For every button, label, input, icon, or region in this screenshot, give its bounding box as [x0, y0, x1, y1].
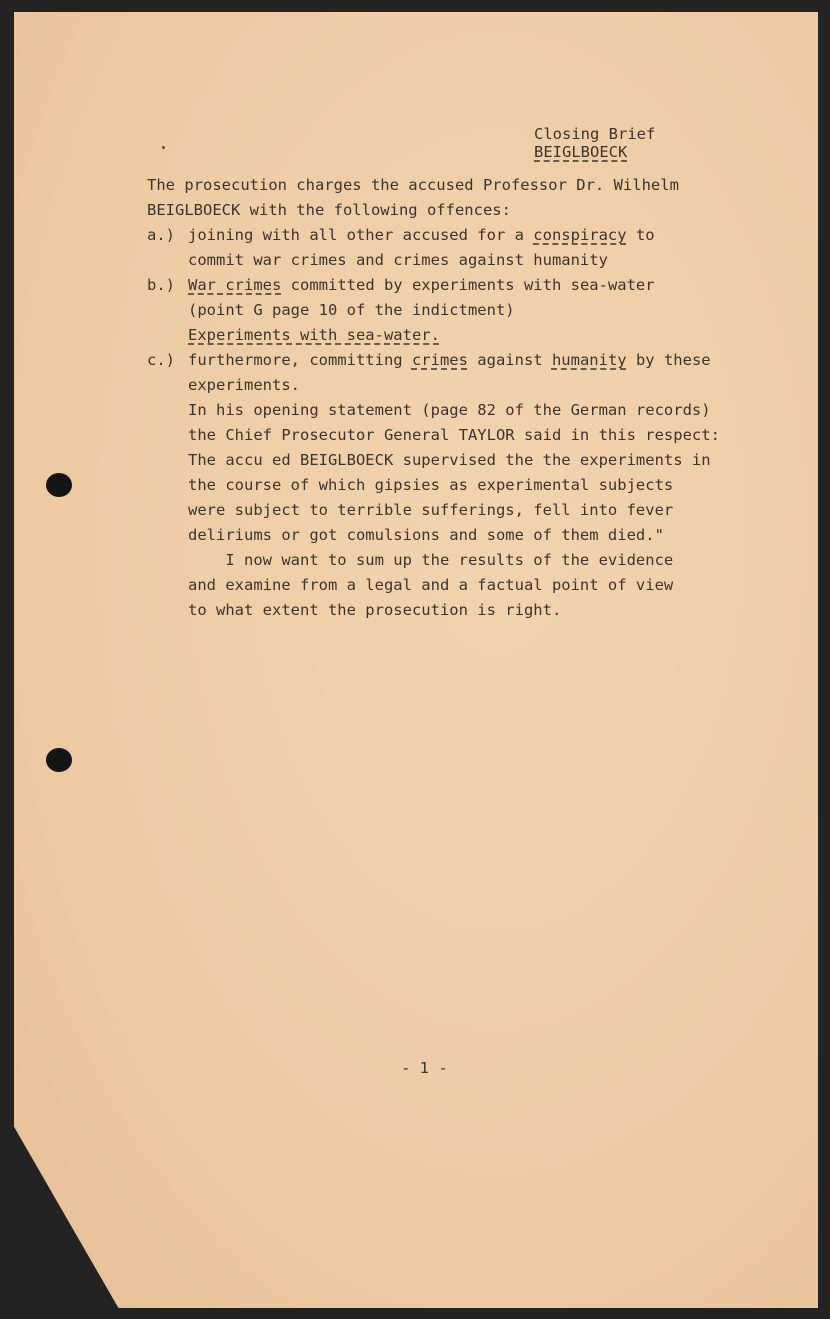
punch-hole-top	[46, 473, 72, 497]
quote-line-4: the course of which gipsies as experimental subjects	[188, 476, 674, 494]
term-crimes: crimes	[411, 351, 468, 369]
quote-line-3: The accu ed BEIGLBOECK supervised the the experiments in	[188, 451, 711, 469]
quote-line-1: In his opening statement (page 82 of the German records)	[188, 401, 711, 419]
item-a-text: joining with all other accused for a	[188, 226, 534, 244]
intro-line-1: The prosecution charges the accused Professor Dr. Wilhelm	[147, 176, 679, 194]
item-c-text-mid: against	[467, 351, 552, 369]
item-c-text-end: by these	[626, 351, 711, 369]
quote-line-5: were subject to terrible sufferings, fell into fever	[188, 501, 674, 519]
term-conspiracy: conspiracy	[533, 226, 627, 244]
item-b-line-3: Experiments with sea-water.	[188, 326, 440, 344]
term-humanity: humanity	[551, 351, 627, 369]
item-b-marker: b.)	[147, 276, 175, 294]
item-c-text: furthermore, committing	[188, 351, 412, 369]
item-a-line-2: commit war crimes and crimes against humanity	[188, 251, 608, 269]
item-b-text: committed by experiments with sea-water	[281, 276, 655, 294]
page-number: - 1 -	[401, 1059, 448, 1077]
term-war-crimes: War crimes	[188, 276, 282, 294]
summary-line-3: to what extent the prosecution is right.	[188, 601, 562, 619]
item-c-line-2: experiments.	[188, 376, 300, 394]
intro-line-2: BEIGLBOECK with the following offences:	[147, 201, 511, 219]
item-c-marker: c.)	[147, 351, 175, 369]
item-b-line-1	[188, 273, 655, 298]
summary-line-2: and examine from a legal and a factual point of view	[188, 576, 674, 594]
item-a-text-end: to	[626, 226, 655, 244]
quote-line-2: the Chief Prosecutor General TAYLOR said in this respect:	[188, 426, 720, 444]
quote-line-6: deliriums or got comulsions and some of them died."	[188, 526, 664, 544]
summary-line-1: I now want to sum up the results of the evidence	[188, 551, 674, 569]
item-c-line-1	[188, 348, 711, 373]
header-defendant: BEIGLBOECK	[534, 143, 628, 161]
header-title: Closing Brief	[534, 125, 656, 143]
punch-hole-bottom	[46, 748, 72, 772]
paper-speck	[162, 146, 165, 149]
item-b-line-2: (point G page 10 of the indictment)	[188, 301, 515, 319]
item-a-marker: a.)	[147, 226, 175, 244]
item-a-line-1	[188, 223, 655, 248]
